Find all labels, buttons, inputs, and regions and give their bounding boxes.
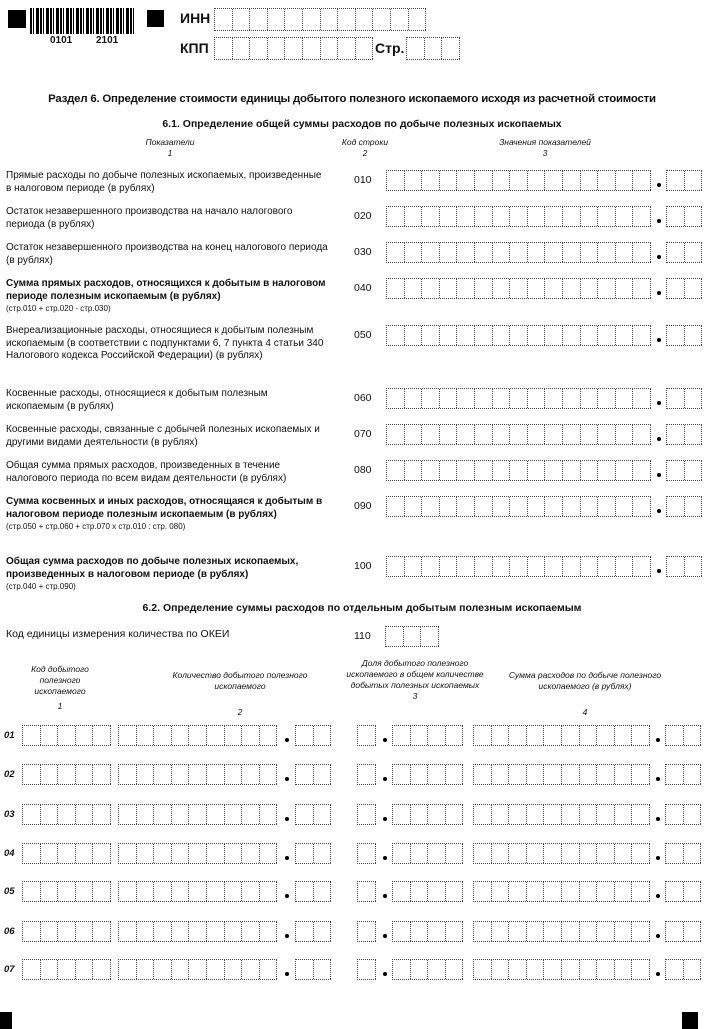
share-decimal-field[interactable] <box>392 843 463 864</box>
expense-decimal-field[interactable] <box>665 725 701 746</box>
col-header-indicators: Показатели 1 <box>145 137 195 158</box>
indicator-label: Косвенные расходы, относящиеся к добытым полезным ископаемым (в рублях) <box>6 388 268 412</box>
share-integer-field[interactable] <box>357 843 376 864</box>
decimal-point <box>657 255 661 259</box>
decimal-point <box>657 183 661 187</box>
share-decimal-field[interactable] <box>392 764 463 785</box>
quantity-integer-field[interactable] <box>118 725 277 746</box>
subsection-6-2-title: 6.2. Определение суммы расходов по отдельным добытым полезным ископаемым <box>142 602 582 614</box>
decimal-point <box>656 777 660 781</box>
mineral-code-field[interactable] <box>22 921 111 942</box>
line-code: 040 <box>354 282 372 294</box>
share-decimal-field[interactable] <box>392 881 463 902</box>
line-code: 070 <box>354 428 372 440</box>
share-integer-field[interactable] <box>357 881 376 902</box>
indicator-label: Косвенные расходы, связанные с добычей полезных ископаемых и другими видами деятельности (в рублях) <box>6 424 320 448</box>
row-number: 05 <box>4 886 15 897</box>
mineral-code-field[interactable] <box>22 804 111 825</box>
kpp-label: КПП <box>180 40 209 56</box>
decimal-point <box>656 972 660 976</box>
mineral-code-field[interactable] <box>22 959 111 980</box>
value-integer-field[interactable] <box>386 556 651 577</box>
decimal-point <box>657 569 661 573</box>
value-integer-field[interactable] <box>386 388 651 409</box>
expense-decimal-field[interactable] <box>665 959 701 980</box>
decimal-point <box>285 934 289 938</box>
share-integer-field[interactable] <box>357 725 376 746</box>
value-decimal-field[interactable] <box>666 424 702 445</box>
registration-marker-bottom-left <box>0 1012 12 1029</box>
row-number: 03 <box>4 809 15 820</box>
value-decimal-field[interactable] <box>666 206 702 227</box>
line-code: 090 <box>354 500 372 512</box>
expense-decimal-field[interactable] <box>665 881 701 902</box>
inn-field[interactable] <box>214 8 426 31</box>
col-header-values: Значения показателей 3 <box>499 137 591 158</box>
quantity-decimal-field[interactable] <box>295 921 331 942</box>
barcode <box>30 8 134 34</box>
decimal-point <box>657 473 661 477</box>
value-integer-field[interactable] <box>386 278 651 299</box>
value-integer-field[interactable] <box>386 242 651 263</box>
expense-integer-field[interactable] <box>473 921 650 942</box>
row-number: 04 <box>4 848 15 859</box>
quantity-integer-field[interactable] <box>118 959 277 980</box>
share-integer-field[interactable] <box>357 804 376 825</box>
formula-note: (стр.040 + стр.090) <box>6 582 76 591</box>
quantity-decimal-field[interactable] <box>295 959 331 980</box>
okei-line-code: 110 <box>354 630 371 642</box>
okei-label: Код единицы измерения количества по ОКЕИ <box>6 628 230 640</box>
subsection-6-1-title: 6.1. Определение общей суммы расходов по добыче полезных ископаемых <box>162 118 562 130</box>
mineral-code-field[interactable] <box>22 725 111 746</box>
value-integer-field[interactable] <box>386 460 651 481</box>
expense-decimal-field[interactable] <box>665 921 701 942</box>
decimal-point <box>657 219 661 223</box>
quantity-integer-field[interactable] <box>118 921 277 942</box>
share-decimal-field[interactable] <box>392 804 463 825</box>
share-integer-field[interactable] <box>357 921 376 942</box>
value-integer-field[interactable] <box>386 496 651 517</box>
col-header-expense-sum: Сумма расходов по добыче полезного ископаемого (в рублях) 4 <box>508 670 662 717</box>
indicator-label: Сумма прямых расходов, относящихся к добытым в налоговом периоде полезным ископаемым (в рублях) (стр.010 + стр.020 - стр.030) <box>6 278 328 314</box>
value-integer-field[interactable] <box>386 170 651 191</box>
indicator-label: Остаток незавершенного производства на конец налогового периода (в рублях) <box>6 242 328 266</box>
expense-integer-field[interactable] <box>473 804 650 825</box>
mineral-code-field[interactable] <box>22 843 111 864</box>
col-header-line-code: Код строки 2 <box>341 137 389 158</box>
row-number: 07 <box>4 964 15 975</box>
inn-label: ИНН <box>180 10 211 26</box>
decimal-point <box>656 856 660 860</box>
value-integer-field[interactable] <box>386 325 651 346</box>
quantity-decimal-field[interactable] <box>295 804 331 825</box>
expense-integer-field[interactable] <box>473 881 650 902</box>
expense-integer-field[interactable] <box>473 725 650 746</box>
formula-note: (стр.010 + стр.020 - стр.030) <box>6 304 111 313</box>
quantity-decimal-field[interactable] <box>295 881 331 902</box>
barcode-number-right: 2101 <box>96 35 119 46</box>
section-title: Раздел 6. Определение стоимости единицы добытого полезного ископаемого исходя из расчетной стоимости <box>48 93 656 105</box>
decimal-point <box>657 509 661 513</box>
formula-note: (стр.050 + стр.060 + стр.070 х стр.010 : стр. 080) <box>6 522 186 531</box>
decimal-point <box>383 856 387 860</box>
decimal-point <box>285 777 289 781</box>
decimal-point <box>656 934 660 938</box>
line-code: 030 <box>354 246 372 258</box>
share-decimal-field[interactable] <box>392 959 463 980</box>
expense-decimal-field[interactable] <box>665 764 701 785</box>
value-decimal-field[interactable] <box>666 325 702 346</box>
decimal-point <box>285 972 289 976</box>
indicator-label: Общая сумма расходов по добыче полезных ископаемых, произведенных в налоговом периоде (в рублях) (стр.040 + стр.090) <box>6 556 328 592</box>
decimal-point <box>383 894 387 898</box>
decimal-point <box>657 338 661 342</box>
value-decimal-field[interactable] <box>666 496 702 517</box>
indicator-label: Внереализационные расходы, относящиеся к добытым полезным ископаемым (в соответствии с подпунктами 6, 7 пункта 4 статьи 340 Налогового кодекса Российской Федерации) (в рублях) <box>6 325 324 361</box>
quantity-integer-field[interactable] <box>118 843 277 864</box>
quantity-decimal-field[interactable] <box>295 725 331 746</box>
value-integer-field[interactable] <box>386 424 651 445</box>
col-header-share: Доля добытого полезного ископаемого в общем количестве добытых полезных ископаемых 3 <box>346 658 484 701</box>
decimal-point <box>285 738 289 742</box>
value-decimal-field[interactable] <box>666 278 702 299</box>
share-decimal-field[interactable] <box>392 725 463 746</box>
barcode-number-left: 0101 <box>50 35 73 46</box>
quantity-decimal-field[interactable] <box>295 843 331 864</box>
value-decimal-field[interactable] <box>666 170 702 191</box>
decimal-point <box>285 817 289 821</box>
decimal-point <box>383 777 387 781</box>
decimal-point <box>656 817 660 821</box>
mineral-code-field[interactable] <box>22 764 111 785</box>
decimal-point <box>383 738 387 742</box>
decimal-point <box>656 738 660 742</box>
quantity-integer-field[interactable] <box>118 881 277 902</box>
quantity-integer-field[interactable] <box>118 764 277 785</box>
value-decimal-field[interactable] <box>666 460 702 481</box>
col-header-mineral-code: Код добытого полезного ископаемого 1 <box>31 664 89 711</box>
mineral-code-field[interactable] <box>22 881 111 902</box>
decimal-point <box>657 437 661 441</box>
line-code: 020 <box>354 210 372 222</box>
share-integer-field[interactable] <box>357 764 376 785</box>
value-integer-field[interactable] <box>386 206 651 227</box>
decimal-point <box>285 856 289 860</box>
quantity-decimal-field[interactable] <box>295 764 331 785</box>
decimal-point <box>383 934 387 938</box>
line-code: 100 <box>354 560 372 572</box>
expense-integer-field[interactable] <box>473 764 650 785</box>
value-decimal-field[interactable] <box>666 242 702 263</box>
page-label: Стр. <box>375 40 405 56</box>
registration-marker-bottom-right <box>682 1012 698 1029</box>
line-code: 060 <box>354 392 372 404</box>
expense-decimal-field[interactable] <box>665 843 701 864</box>
value-decimal-field[interactable] <box>666 388 702 409</box>
expense-integer-field[interactable] <box>473 843 650 864</box>
row-number: 01 <box>4 730 15 741</box>
decimal-point <box>657 291 661 295</box>
registration-marker-top-center <box>147 10 164 27</box>
line-code: 050 <box>354 329 372 341</box>
share-integer-field[interactable] <box>357 959 376 980</box>
decimal-point <box>285 894 289 898</box>
line-code: 010 <box>354 174 372 186</box>
indicator-label: Остаток незавершенного производства на начало налогового периода (в рублях) <box>6 206 293 230</box>
decimal-point <box>383 972 387 976</box>
kpp-field[interactable] <box>214 37 373 60</box>
expense-decimal-field[interactable] <box>665 804 701 825</box>
value-decimal-field[interactable] <box>666 556 702 577</box>
decimal-point <box>656 894 660 898</box>
quantity-integer-field[interactable] <box>118 804 277 825</box>
decimal-point <box>383 817 387 821</box>
decimal-point <box>657 401 661 405</box>
row-number: 02 <box>4 769 15 780</box>
expense-integer-field[interactable] <box>473 959 650 980</box>
indicator-label: Общая сумма прямых расходов, произведенных в течение налогового периода по всем видам деятельности (в рублях) <box>6 460 287 484</box>
registration-marker-top-left <box>8 10 26 28</box>
indicator-label: Сумма косвенных и иных расходов, относящаяся к добытым в налоговом периоде полезным ископаемым (в рублях) (стр.050 + стр.060 + стр.070 х стр.010 : стр. 080) <box>6 496 328 532</box>
row-number: 06 <box>4 926 15 937</box>
share-decimal-field[interactable] <box>392 921 463 942</box>
line-code: 080 <box>354 464 372 476</box>
okei-field[interactable] <box>385 626 439 647</box>
col-header-quantity: Количество добытого полезного ископаемого 2 <box>172 670 308 717</box>
indicator-label: Прямые расходы по добыче полезных ископаемых, произведенные в налоговом периоде (в рублях) <box>6 170 322 194</box>
page-number-field[interactable] <box>406 37 460 60</box>
